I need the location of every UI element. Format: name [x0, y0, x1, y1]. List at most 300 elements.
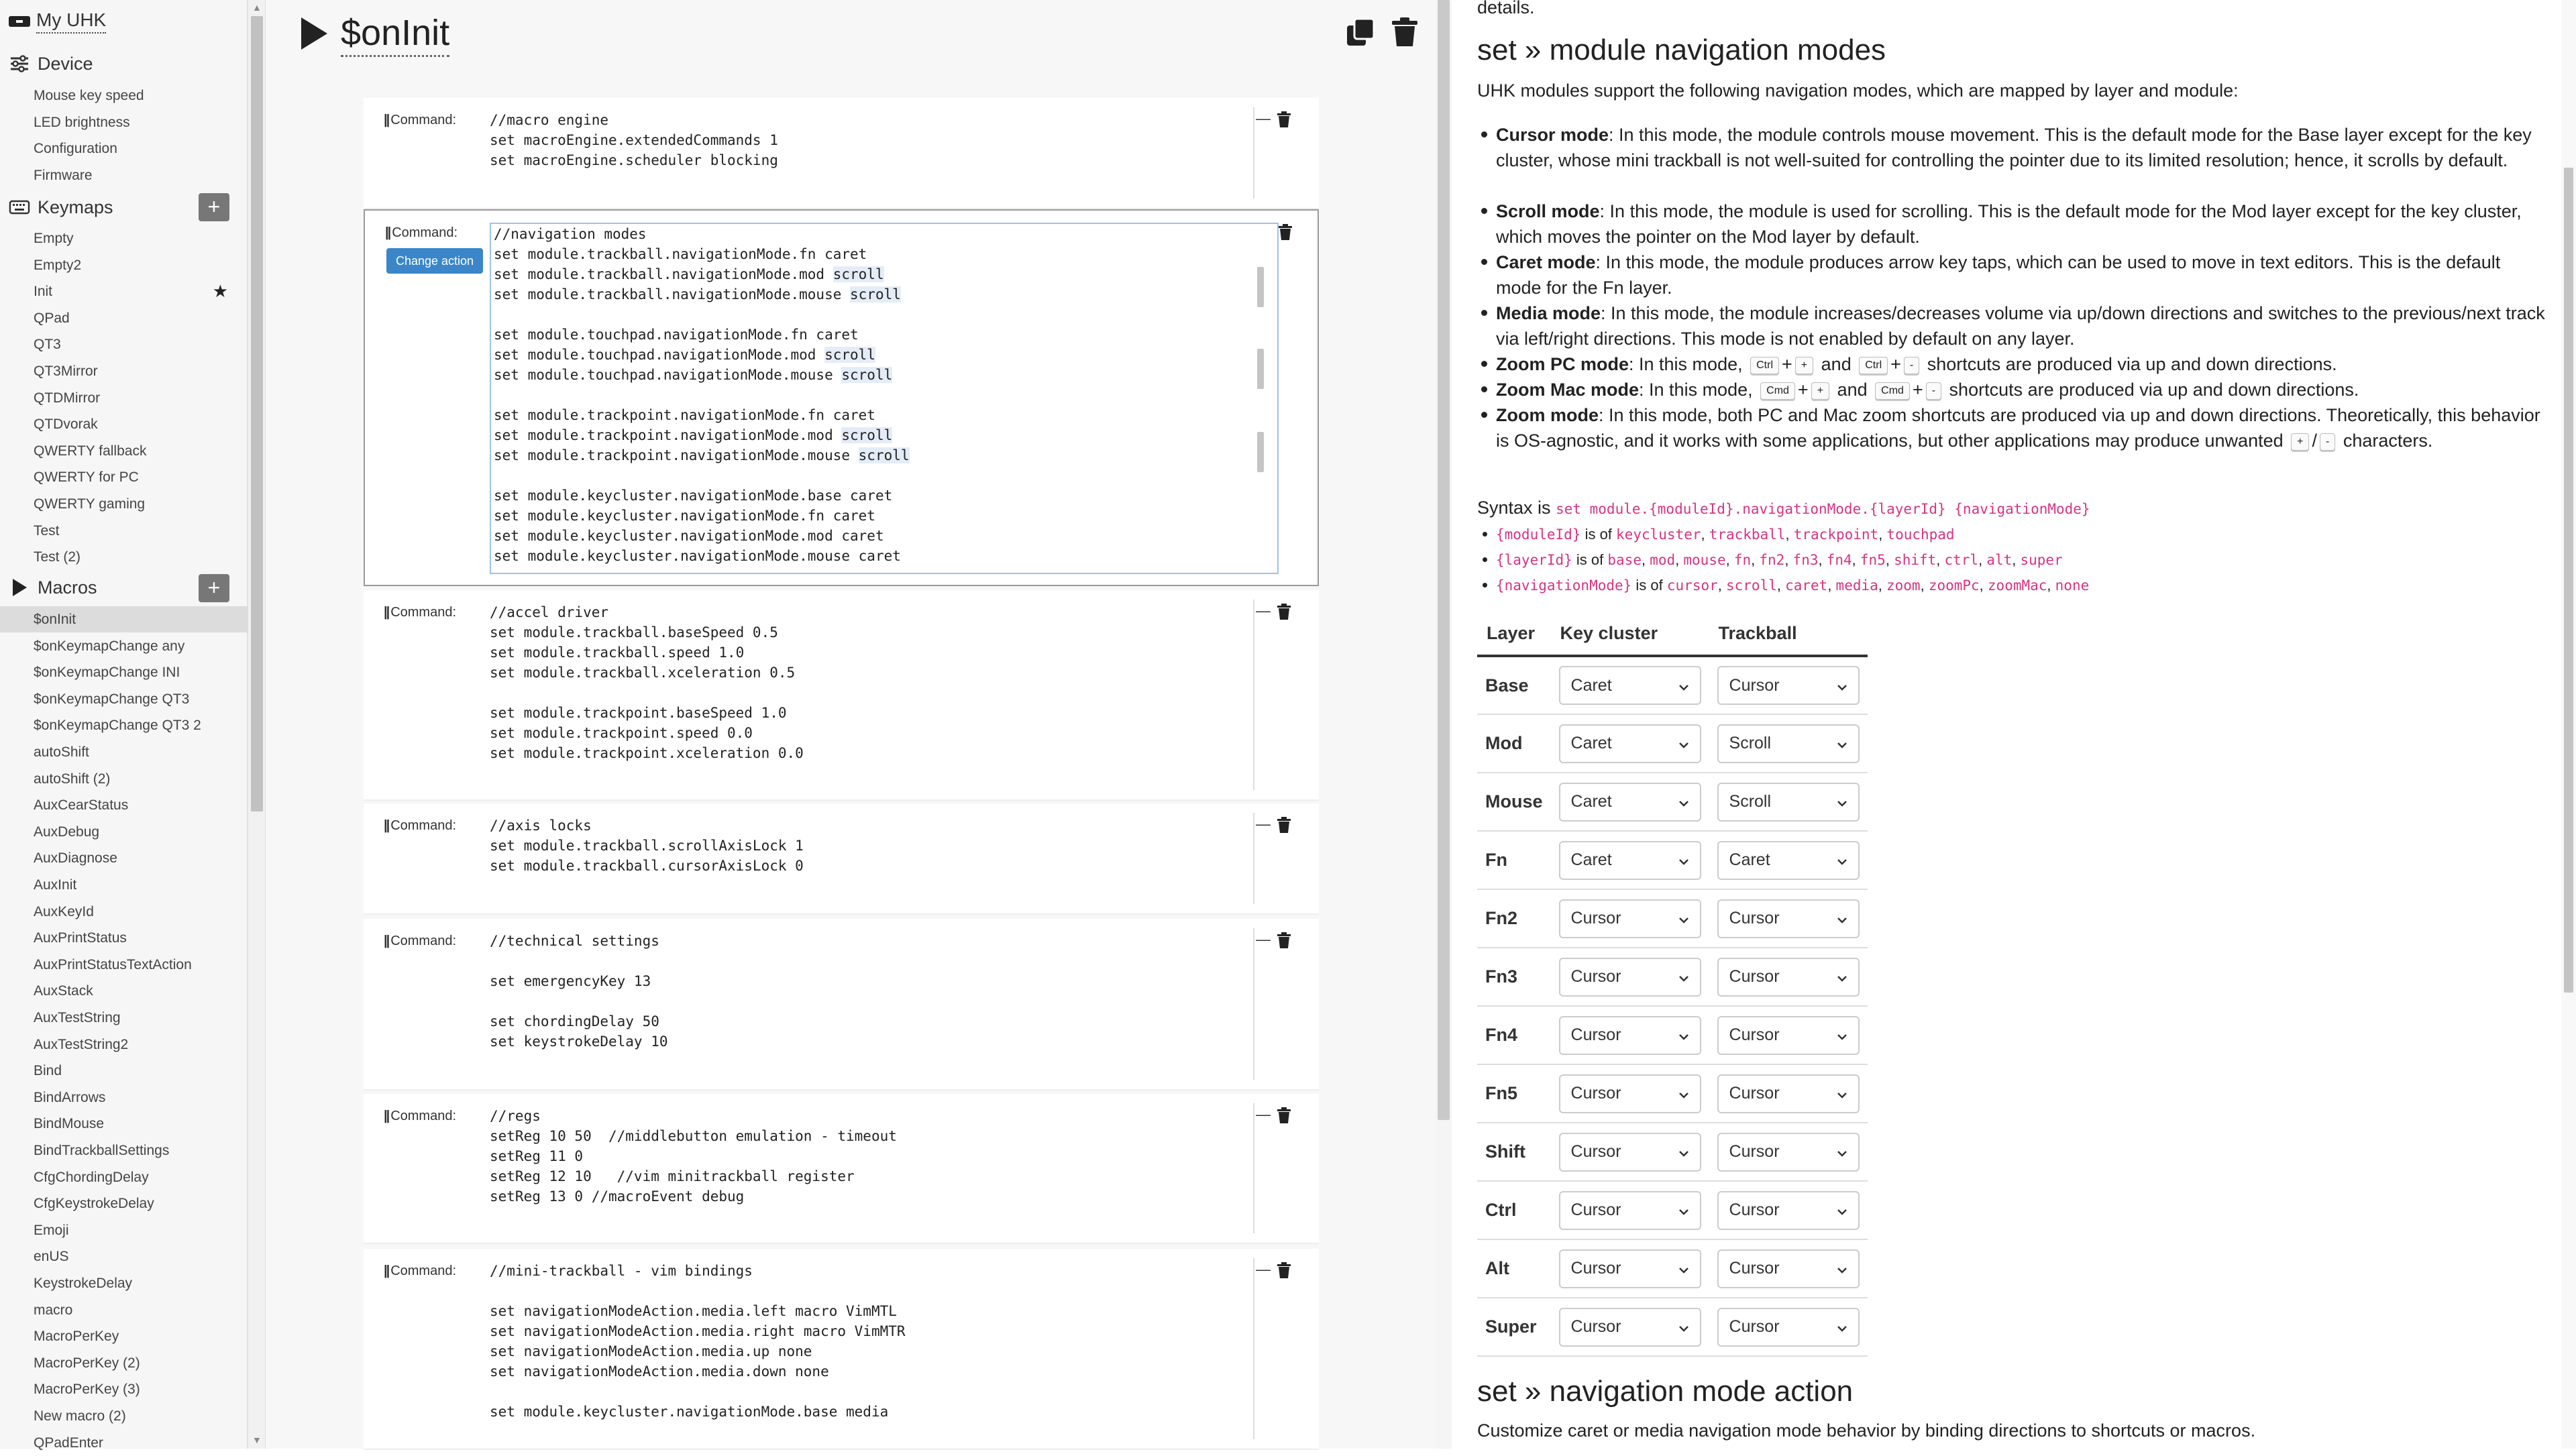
editor-resize-bar[interactable] [1253, 600, 1254, 790]
mode-desc: : In this mode, the module is used for scrolling. This is the default mode for the Mod layer except for the key cluster, which moves the pointer on the Mod layer by default. [1496, 201, 2522, 247]
key-cluster-mode-select[interactable] [1559, 666, 1701, 705]
app-title[interactable] [8, 9, 106, 34]
macro-item-label: BindTrackballSettings [34, 1143, 170, 1158]
trackball-mode-select[interactable] [1717, 1133, 1860, 1172]
sidebar-scrollbar[interactable] [248, 0, 266, 1449]
command-block[interactable] [364, 209, 1319, 586]
table-row [1477, 1064, 1868, 1123]
param-value: fn2 [1759, 552, 1785, 568]
select-value: Cursor [1570, 1084, 1621, 1103]
command-code-editor[interactable]: //mini-trackball - vim bindings set navigationModeAction.media.left macro VimMTL set navigationModeAction.media.right macro VimMTR set navigationModeAction.media.up none set navigationModeAction.media.down none set module.keycluster.navigationMode.base media [490, 1263, 906, 1420]
macro-item[interactable] [0, 1297, 248, 1323]
reference-scrollbar[interactable] [2561, 0, 2576, 1449]
command-block[interactable] [364, 1249, 1319, 1450]
macro-item-label: $onKeymapChange any [34, 638, 185, 654]
collapse-icon[interactable]: — [1256, 816, 1271, 832]
chevron-down-icon [1837, 1200, 1847, 1220]
macro-item-label: autoShift [34, 744, 89, 760]
macro-item-label: AuxTestString2 [34, 1036, 129, 1052]
sliders-icon [8, 52, 31, 75]
zoom-name: Zoom mode [1496, 405, 1599, 425]
mode-item [1496, 300, 2549, 351]
select-value: Cursor [1729, 1317, 1780, 1336]
macros-heading [8, 572, 97, 603]
macro-item[interactable] [0, 1164, 248, 1190]
drag-handle-icon[interactable]: || [384, 113, 389, 127]
select-value: Cursor [1570, 1259, 1621, 1278]
select-value: Caret [1729, 850, 1770, 869]
trackball-mode-select[interactable] [1717, 1191, 1860, 1230]
syntax-code: set module.{moduleId}.navigationMode.{layerId} {navigationMode} [1556, 501, 2090, 517]
chevron-down-icon [1678, 1142, 1689, 1162]
mode-cell [1551, 1298, 1709, 1356]
command-block[interactable] [364, 98, 1319, 209]
trackball-mode-select[interactable] [1717, 783, 1860, 822]
macro-name[interactable]: $onInit [341, 11, 449, 57]
macro-item[interactable] [0, 1350, 248, 1376]
macro-item-label: $onKeymapChange INI [34, 665, 180, 681]
layer-name: Mod [1477, 714, 1551, 773]
chevron-down-icon [1837, 967, 1847, 987]
param-is-of: is of [1635, 577, 1663, 594]
zoom-mac-post: shortcuts are produced via up and down directions. [1949, 380, 2359, 400]
macro-editor [266, 0, 1436, 1449]
delete-command-icon[interactable] [1277, 111, 1291, 131]
mode-item [1496, 249, 2549, 300]
keymap-item-label: QT3 [34, 337, 61, 353]
mode-cell [1709, 773, 1868, 831]
collapse-icon[interactable]: — [1256, 602, 1271, 619]
macro-item[interactable] [0, 1031, 248, 1058]
command-block[interactable] [364, 803, 1319, 915]
macro-item[interactable] [0, 978, 248, 1004]
chevron-down-icon [1678, 734, 1689, 753]
table-row [1477, 948, 1868, 1006]
add-macro-button[interactable]: + [199, 574, 229, 602]
trackball-mode-select[interactable] [1717, 1249, 1860, 1288]
chevron-down-icon [1837, 792, 1847, 811]
param-value: caret [1785, 577, 1828, 594]
macro-item-label: AuxTestString [34, 1010, 121, 1025]
mode-cell [1709, 714, 1868, 773]
macro-item[interactable] [0, 1111, 248, 1137]
chevron-down-icon [1678, 1084, 1689, 1103]
macro-item[interactable] [0, 1217, 248, 1243]
kbd-minus: - [2320, 433, 2335, 451]
macro-item[interactable] [0, 766, 248, 792]
layer-name: Mouse [1477, 773, 1551, 831]
layer-name: Fn [1477, 831, 1551, 889]
zoom-pc-pre: : In this mode, [1629, 354, 1743, 374]
mode-cell [1551, 656, 1709, 714]
chevron-down-icon [1678, 792, 1689, 811]
layer-name: Fn5 [1477, 1064, 1551, 1123]
device-item[interactable] [0, 109, 248, 135]
macro-title [299, 7, 449, 60]
command-label-text: Command: [390, 1264, 457, 1278]
editor-resize-bar[interactable] [1253, 813, 1254, 904]
chevron-down-icon [1837, 734, 1847, 753]
param-item: {moduleId} is of keycluster, trackball, trackpoint, touchpad [1496, 524, 1955, 545]
mode-item [1496, 199, 2549, 249]
delete-command-icon[interactable] [1277, 1262, 1291, 1282]
macro-item-label: Emoji [34, 1222, 69, 1238]
editor-scroll-thumb[interactable] [1438, 0, 1450, 1120]
param-value: zoom [1886, 577, 1921, 594]
zoom-end: characters. [2343, 431, 2433, 451]
param-item: {layerId} is of base, mod, mouse, fn, fn2, fn3, fn4, fn5, shift, ctrl, alt, super [1496, 550, 2063, 570]
zoom-mac-pre: : In this mode, [1639, 380, 1753, 400]
key-cluster-mode-select[interactable] [1559, 1074, 1701, 1113]
command-label-text: Command: [390, 1109, 457, 1123]
macro-item-label: CfgKeystrokeDelay [34, 1196, 154, 1212]
macro-item-label: AuxPrintStatusTextAction [34, 956, 192, 972]
command-block[interactable] [364, 590, 1319, 801]
editor-scroll-thumb[interactable] [1257, 267, 1264, 307]
default-keymap-star-icon[interactable]: ★ [212, 281, 228, 302]
device-item-label: Mouse key speed [34, 88, 144, 103]
command-code-editor[interactable]: //technical settings set emergencyKey 13 set chordingDelay 50 set keystrokeDelay 10 [490, 933, 668, 1050]
key-cluster-mode-select[interactable] [1559, 783, 1701, 822]
change-action-button[interactable]: Change action [386, 248, 483, 274]
command-block[interactable] [364, 1094, 1319, 1244]
section-title-navigation-mode-action: set » navigation mode action [1477, 1375, 1854, 1408]
zoom-pc-mode-item: Zoom PC mode: In this mode, Ctrl + + and Ctrl + - shortcuts are produced via up and down directions. [1496, 351, 2549, 377]
key-cluster-mode-select[interactable] [1559, 899, 1701, 938]
chevron-down-icon [1837, 1025, 1847, 1045]
macro-item-label: CfgChordingDelay [34, 1169, 149, 1185]
keymap-item[interactable] [0, 464, 248, 490]
table-row [1477, 1123, 1868, 1181]
trackball-mode-select[interactable] [1717, 899, 1860, 938]
macro-item[interactable] [0, 1376, 248, 1402]
mode-cell [1709, 1064, 1868, 1123]
key-cluster-mode-select[interactable] [1559, 1133, 1701, 1172]
key-cluster-mode-select[interactable] [1559, 1191, 1701, 1230]
collapse-icon[interactable]: — [1256, 1106, 1271, 1123]
param-is-of: is of [1585, 526, 1612, 543]
editor-resize-bar[interactable] [1253, 107, 1254, 199]
macro-item[interactable] [0, 1270, 248, 1296]
keymap-item-label: Init [34, 284, 53, 300]
keymap-item-label: QWERTY fallback [34, 443, 147, 459]
keymap-item[interactable] [0, 225, 248, 251]
macro-item-label: BindArrows [34, 1089, 106, 1105]
command-code-editor[interactable]: //axis locks set module.trackball.scrollAxisLock 1 set module.trackball.cursorAxisLock 0 [490, 818, 804, 874]
table-row [1477, 656, 1868, 714]
macro-item-label: $onInit [34, 612, 76, 627]
trackball-mode-select[interactable] [1717, 1016, 1860, 1055]
keymap-item[interactable] [0, 252, 248, 278]
table-row [1477, 1298, 1868, 1356]
drag-handle-icon[interactable]: || [384, 1109, 389, 1123]
drag-handle-icon[interactable]: || [384, 1264, 389, 1278]
select-value: Cursor [1729, 967, 1780, 986]
macro-item[interactable] [0, 1403, 248, 1429]
keymap-item-label: QWERTY gaming [34, 496, 146, 512]
macro-item-label: macro [34, 1302, 73, 1318]
chevron-down-icon [1678, 909, 1689, 928]
keymap-item[interactable] [0, 385, 248, 411]
drag-handle-icon[interactable]: || [384, 934, 389, 948]
keyboard-icon [8, 196, 31, 219]
editor-scroll-thumb[interactable] [1257, 432, 1264, 472]
command-label[interactable] [384, 1109, 456, 1124]
key-cluster-mode-select[interactable] [1559, 724, 1701, 763]
keymaps-heading-text: Keymaps [38, 197, 113, 217]
table-row [1477, 1239, 1868, 1298]
delete-command-icon[interactable] [1279, 224, 1292, 243]
play-icon [8, 576, 31, 599]
keymap-item-label: QT3Mirror [34, 363, 98, 379]
device-item[interactable] [0, 82, 248, 109]
param-value: fn3 [1792, 552, 1819, 568]
select-value: Caret [1570, 675, 1612, 695]
mode-cell [1551, 1123, 1709, 1181]
collapse-icon[interactable]: — [1256, 1261, 1271, 1278]
command-block[interactable] [364, 919, 1319, 1090]
command-code-editor[interactable]: //macro engine set macroEngine.extendedCommands 1 set macroEngine.scheduler blocking [490, 112, 778, 168]
table-row [1477, 889, 1868, 948]
table-row [1477, 831, 1868, 889]
macro-item[interactable] [0, 792, 248, 818]
device-item-label: LED brightness [34, 114, 130, 130]
keymap-item[interactable] [0, 358, 248, 384]
scroll-down-icon[interactable]: ▼ [252, 1435, 262, 1445]
play-icon [299, 16, 329, 51]
editor-resize-bar[interactable] [1253, 1103, 1254, 1233]
macro-item-label: MacroPerKey (3) [34, 1382, 140, 1398]
trackball-mode-select[interactable] [1717, 958, 1860, 997]
sidebar-scroll-thumb[interactable] [251, 16, 263, 811]
select-value: Cursor [1570, 1025, 1621, 1044]
key-cluster-mode-select[interactable] [1559, 958, 1701, 997]
keymap-item[interactable] [0, 518, 248, 544]
select-value: Cursor [1570, 1317, 1621, 1336]
duplicate-icon[interactable] [1346, 17, 1375, 47]
sidebar [0, 0, 248, 1449]
macro-item[interactable] [0, 845, 248, 871]
command-label[interactable] [384, 1264, 456, 1279]
scroll-up-icon[interactable]: ▲ [252, 2, 262, 13]
select-value: Cursor [1729, 1200, 1780, 1219]
keymap-item[interactable] [0, 411, 248, 437]
trackball-mode-select[interactable] [1717, 666, 1860, 705]
collapse-icon[interactable]: — [1256, 931, 1271, 948]
keyboard-icon [8, 15, 31, 28]
macro-item[interactable] [0, 1005, 248, 1031]
layer-name: Fn3 [1477, 948, 1551, 1006]
keymap-item[interactable] [0, 491, 248, 517]
macro-item-label: BindMouse [34, 1116, 105, 1132]
app-title-text: My UHK [36, 9, 106, 34]
select-value: Cursor [1729, 1025, 1780, 1044]
macro-item[interactable] [0, 686, 248, 712]
macro-item[interactable] [0, 1430, 248, 1456]
device-item-label: Configuration [34, 141, 117, 157]
keymap-item[interactable] [0, 331, 248, 357]
keymap-item[interactable] [0, 438, 248, 464]
delete-command-icon[interactable] [1277, 817, 1291, 836]
key-cluster-mode-select[interactable] [1559, 1308, 1701, 1347]
macro-item-label: New macro (2) [34, 1408, 126, 1424]
macro-item[interactable] [0, 659, 248, 685]
keymap-item-label: Empty [34, 231, 74, 246]
mode-cell [1709, 1181, 1868, 1239]
command-label-text: Command: [390, 605, 457, 620]
trackball-mode-select[interactable] [1717, 1074, 1860, 1113]
macro-item-label: enUS [34, 1249, 69, 1265]
drag-handle-icon[interactable]: || [384, 605, 389, 620]
chevron-down-icon [1678, 1025, 1689, 1045]
param-value: ctrl [1944, 552, 1979, 568]
editor-resize-bar[interactable] [1253, 1258, 1254, 1439]
macro-item[interactable] [0, 1243, 248, 1270]
chevron-down-icon [1837, 1259, 1847, 1278]
delete-command-icon[interactable] [1277, 932, 1291, 952]
kbd-plus: + [1811, 382, 1829, 400]
layer-name: Super [1477, 1298, 1551, 1356]
section-intro: UHK modules support the following navigation modes, which are mapped by layer and module: [1477, 80, 2239, 101]
table-row [1477, 1181, 1868, 1239]
command-label[interactable] [384, 818, 456, 834]
key-cluster-mode-select[interactable] [1559, 1249, 1701, 1288]
collapse-icon[interactable]: — [1256, 110, 1271, 127]
mode-name: Scroll mode [1496, 201, 1600, 221]
mode-cell [1709, 1006, 1868, 1064]
macro-item[interactable] [0, 872, 248, 898]
param-value: shift [1894, 552, 1937, 568]
add-keymap-button[interactable]: + [199, 193, 229, 221]
select-value: Caret [1570, 734, 1612, 752]
param-value: mod [1650, 552, 1676, 568]
macro-item[interactable] [0, 1084, 248, 1111]
keymap-item[interactable] [0, 305, 248, 331]
keymap-item-label: QTDvorak [34, 416, 98, 433]
param-value: media [1835, 577, 1878, 594]
layer-name: Base [1477, 656, 1551, 714]
macro-item[interactable] [0, 899, 248, 925]
select-value: Cursor [1729, 1259, 1780, 1278]
command-code-editor[interactable]: //accel driver set module.trackball.baseSpeed 0.5 set module.trackball.speed 1.0 set module.trackball.xceleration 0.5 set module.trackpoint.baseSpeed 1.0 set module.trackpoint.speed 0.0 set module.trackpoint.xceleration 0.0 [490, 604, 804, 761]
drag-handle-icon[interactable]: || [385, 225, 390, 240]
chevron-down-icon [1678, 967, 1689, 987]
command-code-editor[interactable]: //regs setReg 10 50 //middlebutton emulation - timeout setReg 11 0 setReg 12 10 //vim minitrackball register setReg 13 0 //macroEvent debug [490, 1108, 897, 1205]
section2-intro: Customize caret or media navigation mode behavior by binding directions to shortcuts or macros. [1477, 1420, 2256, 1441]
editor-scroll-thumb[interactable] [1257, 349, 1264, 389]
command-label[interactable] [384, 605, 456, 620]
param-value: fn [1733, 552, 1752, 568]
device-item[interactable] [0, 162, 248, 188]
macro-item[interactable] [0, 712, 248, 738]
mode-cell [1709, 1123, 1868, 1181]
macro-item-label: autoShift (2) [34, 771, 111, 787]
macro-item[interactable] [0, 1137, 248, 1164]
kbd-cmd: Cmd [1875, 382, 1910, 400]
param-value: fn5 [1860, 552, 1886, 568]
param-value: alt [1986, 552, 2012, 568]
macro-item[interactable] [0, 633, 248, 659]
editor-resize-bar[interactable] [1253, 928, 1254, 1080]
keymap-item[interactable] [0, 278, 248, 304]
zoom-desc: : In this mode, both PC and Mac zoom shortcuts are produced via up and down directions. Theoretically, this behavior is OS-agnostic, and it works with some applications, but other applications may produce unwanted [1496, 405, 2540, 451]
mode-cell [1551, 889, 1709, 948]
keymap-item-label: Test [34, 522, 60, 539]
macro-item[interactable] [0, 819, 248, 845]
keymap-item-label: QTDMirror [34, 390, 101, 406]
macro-item[interactable] [0, 1058, 248, 1084]
param-is-of: is of [1576, 551, 1604, 568]
navigation-mode-table [1477, 612, 1868, 1357]
previous-section-fragment: details. [1477, 0, 1535, 17]
macro-item[interactable] [0, 925, 248, 951]
macro-item[interactable] [0, 952, 248, 978]
command-code-editor[interactable]: //navigation modes set module.trackball.navigationMode.fn caret set module.trackball.navigationMode.mod scroll set module.trackball.navigationMode.mouse scroll set module.touchpad.navigationMode.fn caret set module.touchpad.navigationMode.mod scroll set module.touchpad.navigationMode.mouse scroll set module.trackpoint.navigationMode.fn caret set module.trackpoint.navigationMode.mod scroll set module.trackpoint.navigationMode.mouse scroll set module.keycluster.navigationMode.base caret set module.keycluster.navigationMode.fn caret set module.keycluster.navigationMode.mod caret set module.keycluster.navigationMode.mouse caret [490, 223, 1279, 574]
macro-item-label: $onKeymapChange QT3 2 [34, 718, 201, 734]
param-name: {layerId} [1496, 552, 1572, 568]
syntax-label: Syntax is [1477, 498, 1551, 518]
layer-name: Shift [1477, 1123, 1551, 1181]
command-label[interactable] [384, 934, 456, 949]
zoom-mac-mode-item: Zoom Mac mode: In this mode, Cmd + + and Cmd + - shortcuts are produced via up and down directions. [1496, 377, 2549, 402]
delete-macro-icon[interactable] [1391, 17, 1418, 47]
device-item-label: Firmware [34, 167, 93, 183]
macro-item-label: AuxDiagnose [34, 850, 117, 866]
reference-scroll-thumb[interactable] [2564, 168, 2573, 993]
macro-item-label: KeystrokeDelay [34, 1276, 133, 1291]
select-value: Scroll [1729, 792, 1772, 811]
param-name: {navigationMode} [1496, 577, 1632, 594]
chevron-down-icon [1837, 676, 1847, 695]
chevron-down-icon [1678, 1259, 1689, 1278]
syntax-line [1477, 495, 2090, 522]
key-cluster-mode-select[interactable] [1559, 841, 1701, 880]
param-item: {navigationMode} is of cursor, scroll, caret, media, zoom, zoomPc, zoomMac, none [1496, 575, 2089, 596]
param-value: zoomPc [1928, 577, 1980, 594]
trackball-mode-select[interactable] [1717, 1308, 1860, 1347]
device-item[interactable] [0, 135, 248, 162]
command-label[interactable] [385, 225, 458, 241]
zoom-pc-name: Zoom PC mode [1496, 354, 1629, 374]
select-value: Cursor [1729, 675, 1780, 695]
trackball-mode-select[interactable] [1717, 724, 1860, 763]
mode-cell [1709, 1239, 1868, 1298]
macro-item[interactable] [0, 1323, 248, 1349]
keymap-item[interactable] [0, 544, 248, 570]
mode-name: Caret mode [1496, 252, 1596, 272]
mode-desc: : In this mode, the module controls mouse movement. This is the default mode for the Base layer except for the key cluster, whose mini trackball is not well-suited for controlling the pointer due to its limited resolution; hence, it scrolls by default. [1496, 125, 2532, 170]
mode-cell [1551, 714, 1709, 773]
delete-command-icon[interactable] [1277, 1107, 1291, 1127]
macro-item[interactable] [0, 606, 248, 632]
macro-item-label: AuxKeyId [34, 903, 94, 919]
editor-scrollbar[interactable] [1436, 0, 1452, 1449]
macro-item-label: AuxStack [34, 983, 93, 999]
mode-cell [1551, 1239, 1709, 1298]
macro-item[interactable] [0, 1190, 248, 1217]
keymap-item-label: QWERTY for PC [34, 469, 139, 486]
mode-cell [1709, 889, 1868, 948]
command-label[interactable] [384, 113, 456, 128]
macro-item[interactable] [0, 739, 248, 765]
drag-handle-icon[interactable]: || [384, 818, 389, 833]
trackball-mode-select[interactable] [1717, 841, 1860, 880]
macro-item-label: AuxCearStatus [34, 797, 129, 814]
select-value: Caret [1570, 792, 1612, 811]
key-cluster-mode-select[interactable] [1559, 1016, 1701, 1055]
kbd-plus: + [2291, 433, 2309, 451]
delete-command-icon[interactable] [1277, 604, 1291, 623]
